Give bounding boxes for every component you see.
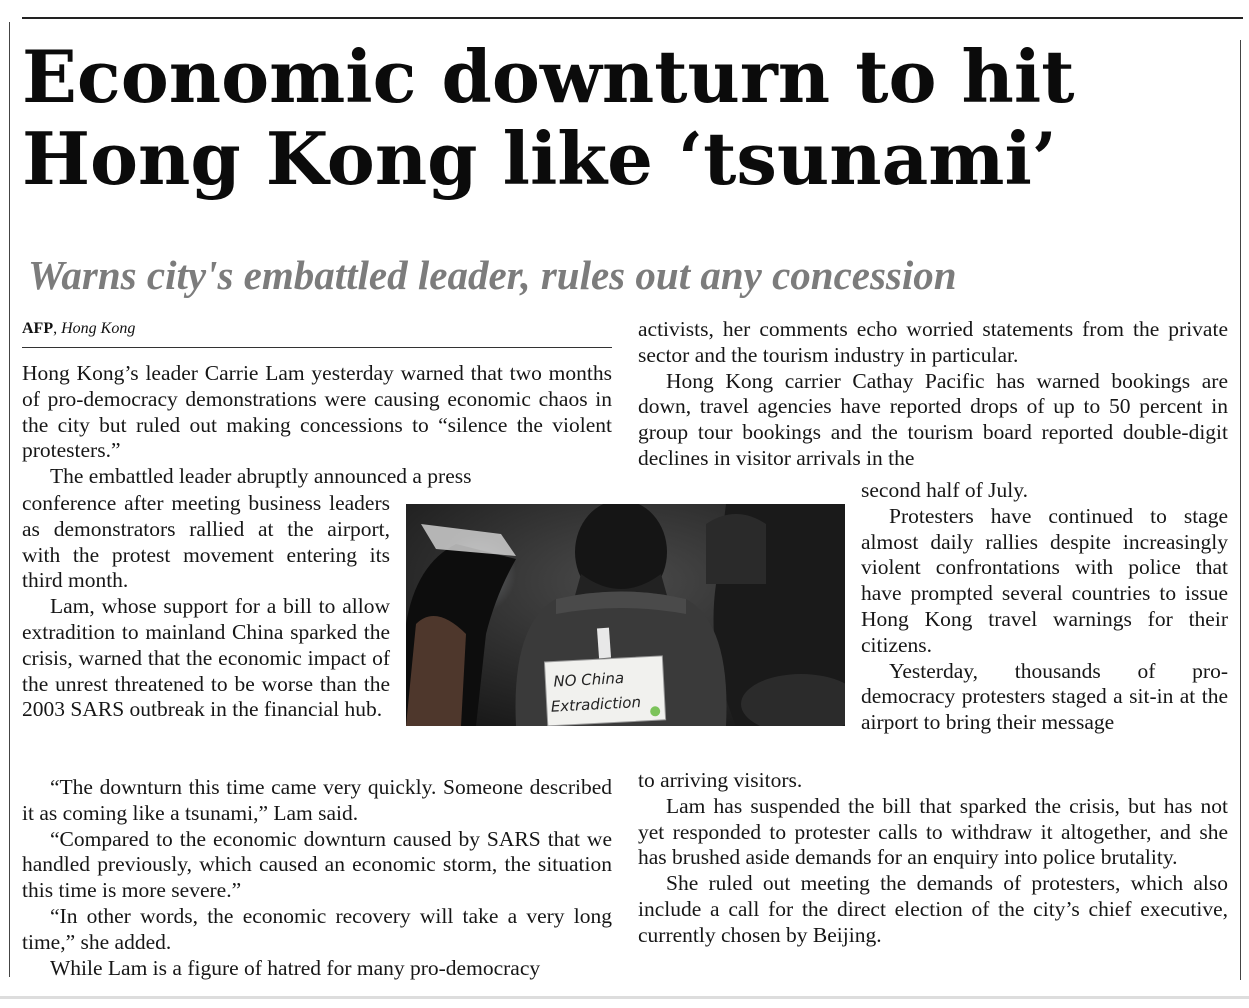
left-column-top xyxy=(22,361,612,490)
byline-place: Hong Kong xyxy=(61,320,136,337)
headline-line-2: Hong Kong like ‘tsunami’ xyxy=(22,116,1057,201)
left-border-rule xyxy=(9,22,10,977)
paragraph: “The downturn this time came very quickly. Someone described it as coming like a tsunami,” Lam said. xyxy=(22,775,612,825)
right-border-rule xyxy=(1240,40,1241,980)
headline xyxy=(22,36,1222,200)
left-column-wrap xyxy=(22,491,390,723)
left-column-bottom xyxy=(22,775,612,981)
byline: AFP, Hong Kong xyxy=(22,317,612,348)
paragraph: “In other words, the economic recovery will take a very long time,” she added. xyxy=(22,903,612,954)
paragraph: Protesters have continued to stage almost daily rallies despite increasingly violent confrontations with police that have prompted several countries to issue Hong Kong travel warnings for their citizens. xyxy=(861,503,1228,657)
bottom-rule xyxy=(0,996,1249,999)
paragraph: The embattled leader abruptly announced a press xyxy=(50,464,472,489)
protester-photo xyxy=(406,504,845,726)
paragraph: “Compared to the economic downturn caused by SARS that we handled previously, which caused an economic storm, the situation this time is more severe.” xyxy=(22,826,612,903)
paragraph: Lam, whose support for a bill to allow extradition to mainland China sparked the crisis, warned that the economic impact of the unrest threatened to be worse than the 2003 SARS outbreak in the financial hub. xyxy=(22,594,390,722)
paragraph: conference after meeting business leaders as demonstrators rallied at the airport, with the protest movement entering its third month. xyxy=(22,491,390,593)
byline-agency: AFP xyxy=(22,320,54,337)
sign-text-line-2: Extradiction xyxy=(550,693,642,716)
paragraph: While Lam is a figure of hatred for many pro-democracy xyxy=(50,955,541,980)
subheadline: Warns city's embattled leader, rules out any concession xyxy=(28,252,957,298)
paragraph: Hong Kong carrier Cathay Pacific has warned bookings are down, travel agencies have reported drops of up to 50 percent in group tour bookings and the tourism board reported double-digit declines in visitor arrivals in the xyxy=(638,368,1228,470)
right-column-bottom xyxy=(638,768,1228,949)
paragraph: She ruled out meeting the demands of protesters, which also include a call for the direct election of the city’s chief executive, currently chosen by Beijing. xyxy=(638,871,1228,947)
top-rule xyxy=(22,17,1243,19)
protester-photo-icon xyxy=(406,504,845,726)
paragraph: to arriving visitors. xyxy=(638,768,803,792)
paragraph: activists, her comments echo worried statements from the private sector and the tourism industry in particular. xyxy=(638,317,1228,367)
sign-text-line-1: NO China xyxy=(553,668,625,691)
headline-line-1: Economic downturn to hit xyxy=(22,34,1075,119)
paragraph: second half of July. xyxy=(861,478,1028,502)
right-column-top xyxy=(638,317,1228,472)
right-column-wrap xyxy=(861,478,1228,736)
paragraph: Yesterday, thousands of pro-democracy protesters staged a sit-in at the airport to bring their message xyxy=(861,658,1228,735)
paragraph: Hong Kong’s leader Carrie Lam yesterday warned that two months of pro-democracy demonstrations were causing economic chaos in the city but ruled out making concessions to “silence the violent protesters.” xyxy=(22,361,612,463)
paragraph: Lam has suspended the bill that sparked the crisis, but has not yet responded to protester calls to withdraw it altogether, and she has brushed aside demands for an enquiry into police brutality. xyxy=(638,793,1228,870)
